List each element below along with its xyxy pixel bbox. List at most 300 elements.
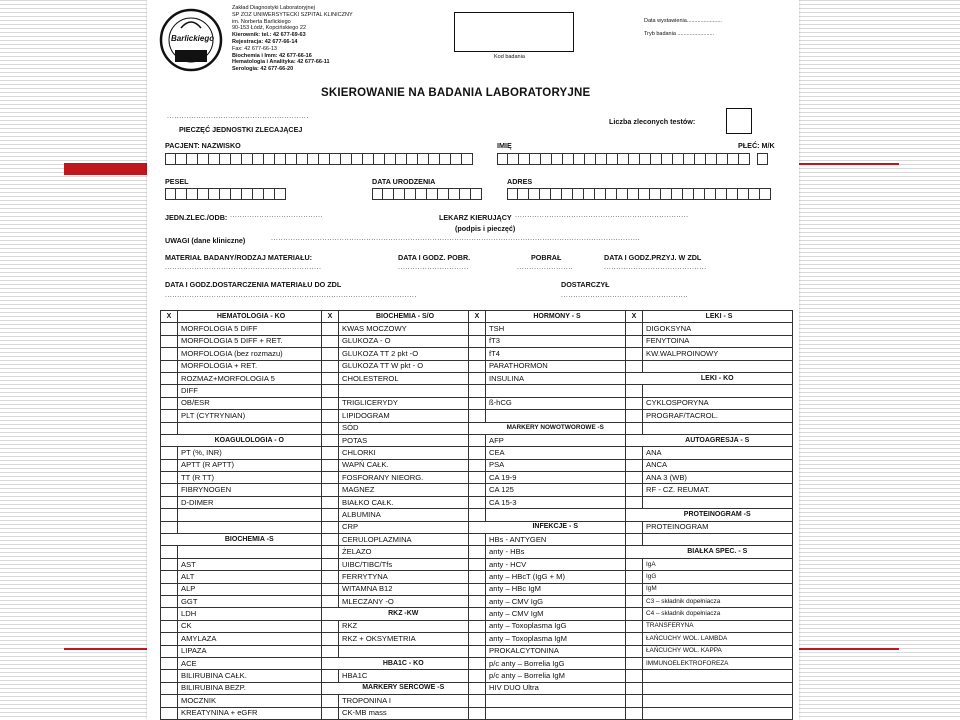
delivered-by-label: DOSTARCZYŁ	[561, 280, 610, 289]
order-checkbox[interactable]	[161, 397, 178, 409]
test-name: PROKALCYTONINA	[486, 645, 626, 657]
section-title: MARKERY NOWOTWOROWE -S	[486, 422, 626, 434]
order-checkbox[interactable]	[161, 348, 178, 360]
test-name: HIV DUO Ultra	[486, 682, 626, 694]
test-name: anty – HBcT (IgG + M)	[486, 571, 626, 583]
test-name	[643, 360, 793, 372]
test-name: anty – HBc IgM	[486, 583, 626, 595]
test-name: DIFF	[178, 385, 322, 397]
table-row	[161, 534, 793, 546]
order-checkbox[interactable]	[161, 447, 178, 459]
table-row	[161, 472, 793, 484]
table-row	[161, 620, 793, 632]
section-header-col2: BIOCHEMIA - S/O	[339, 311, 469, 323]
order-checkbox[interactable]	[469, 323, 486, 335]
test-count-label: Liczba zleconych testów:	[609, 117, 696, 126]
section-title: MARKERY SERCOWE -S	[339, 682, 469, 694]
order-checkbox[interactable]	[322, 571, 339, 583]
empty-cell	[322, 385, 339, 397]
test-name: GLUKOZA - O	[339, 335, 469, 347]
section-spacer	[161, 434, 178, 446]
test-name: CA 19-9	[486, 472, 626, 484]
test-name: ROZMAZ+MORFOLOGIA 5	[178, 372, 322, 384]
table-row	[161, 571, 793, 583]
test-name: ANA 3 (WB)	[643, 472, 793, 484]
order-checkbox[interactable]	[469, 397, 486, 409]
test-mode-label: Tryb badania ........................	[644, 31, 715, 37]
test-name: OB/ESR	[178, 397, 322, 409]
order-checkbox[interactable]	[322, 434, 339, 446]
test-name	[643, 707, 793, 719]
section-title: LEKI - KO	[643, 372, 793, 384]
table-row	[161, 360, 793, 372]
test-name: anty – CMV IgG	[486, 595, 626, 607]
section-spacer	[322, 657, 339, 669]
section-header-col3: HORMONY - S	[486, 311, 626, 323]
order-checkbox[interactable]	[322, 447, 339, 459]
receipt-date-dots[interactable]: ..........................................	[604, 264, 707, 271]
material-dots[interactable]: ................................................................	[165, 264, 322, 271]
order-checkbox[interactable]	[469, 608, 486, 620]
order-checkbox[interactable]	[626, 459, 643, 471]
order-checkbox[interactable]	[322, 546, 339, 558]
drew-dots[interactable]: .......................	[517, 264, 574, 271]
test-name: LIPAZA	[178, 645, 322, 657]
order-checkbox[interactable]	[469, 484, 486, 496]
test-name: KREATYNINA + eGFR	[178, 707, 322, 719]
test-name	[486, 509, 626, 521]
test-name: ALT	[178, 571, 322, 583]
section-title: PROTEINOGRAM -S	[643, 509, 793, 521]
table-row	[161, 496, 793, 508]
test-name: ß-hCG	[486, 397, 626, 409]
order-checkbox[interactable]	[161, 620, 178, 632]
delivery-date-label: DATA I GODZ.DOSTARCZENIA MATERIAŁU DO ZDL	[165, 280, 342, 289]
test-name: CHOLESTEROL	[339, 372, 469, 384]
order-checkbox[interactable]	[161, 335, 178, 347]
form-title: SKIEROWANIE NA BADANIA LABORATORYJNE	[321, 87, 591, 99]
order-checkbox[interactable]	[322, 484, 339, 496]
lab-line: 90-153 Łódź, Kopcińskiego 22	[232, 25, 306, 32]
empty-cell	[469, 509, 486, 521]
order-checkbox[interactable]	[322, 323, 339, 335]
order-checkbox[interactable]	[322, 633, 339, 645]
order-checkbox[interactable]	[161, 645, 178, 657]
section-spacer	[469, 521, 486, 533]
lab-line: Serologia: 42 677-66-20	[232, 66, 294, 73]
test-name: POTAS	[339, 434, 469, 446]
test-name: ŁAŃCUCHY WOL. LAMBDA	[643, 633, 793, 645]
order-checkbox[interactable]	[322, 558, 339, 570]
test-count-box[interactable]	[726, 108, 752, 134]
order-checkbox[interactable]	[322, 335, 339, 347]
delivered-by-dots[interactable]: ....................................................	[561, 292, 689, 299]
test-name	[643, 670, 793, 682]
table-row	[161, 670, 793, 682]
birth-date-label: DATA URODZENIA	[372, 177, 436, 186]
test-name	[178, 509, 322, 521]
order-checkbox[interactable]	[322, 410, 339, 422]
order-checkbox[interactable]	[626, 657, 643, 669]
order-checkbox[interactable]	[322, 534, 339, 546]
section-spacer	[626, 372, 643, 384]
order-checkbox[interactable]	[626, 410, 643, 422]
sex-label: PŁEĆ: M/K	[738, 141, 775, 150]
order-checkbox[interactable]	[626, 521, 643, 533]
test-name: C4 – składnik dopełniacza	[643, 608, 793, 620]
order-checkbox[interactable]	[469, 372, 486, 384]
barcode-box[interactable]	[454, 12, 574, 52]
order-checkbox[interactable]	[161, 608, 178, 620]
order-checkbox[interactable]	[626, 633, 643, 645]
empty-cell	[161, 521, 178, 533]
order-checkbox[interactable]	[161, 695, 178, 707]
empty-cell	[322, 645, 339, 657]
test-name: FOSFORANY NIEORG.	[339, 472, 469, 484]
test-name: p/c anty – Borrelia IgM	[486, 670, 626, 682]
order-checkbox[interactable]	[626, 571, 643, 583]
notes-dots[interactable]: .......................................................................................................................................................	[271, 235, 641, 242]
test-name: KWAS MOCZOWY	[339, 323, 469, 335]
lab-line: im. Norberta Barlickiego	[232, 18, 291, 25]
order-checkbox[interactable]	[626, 472, 643, 484]
table-row	[161, 682, 793, 694]
test-name: fT4	[486, 348, 626, 360]
x-column-header: X	[469, 311, 486, 323]
section-spacer	[626, 546, 643, 558]
test-name	[486, 707, 626, 719]
order-checkbox[interactable]	[626, 583, 643, 595]
order-checkbox[interactable]	[161, 583, 178, 595]
order-checkbox[interactable]	[161, 323, 178, 335]
lab-line: Kierownik: tel.: 42 677-69-63	[232, 32, 306, 39]
unit-dots[interactable]: ......................................	[230, 212, 323, 219]
table-row	[161, 422, 793, 434]
order-checkbox[interactable]	[469, 633, 486, 645]
order-checkbox[interactable]	[322, 422, 339, 434]
test-name: RF - CZ. REUMAT.	[643, 484, 793, 496]
test-name: ŻELAZO	[339, 546, 469, 558]
table-row	[161, 323, 793, 335]
test-name: ANCA	[643, 459, 793, 471]
order-checkbox[interactable]	[322, 583, 339, 595]
order-checkbox[interactable]	[469, 620, 486, 632]
table-row	[161, 348, 793, 360]
test-name: GGT	[178, 595, 322, 607]
sex-box[interactable]	[757, 153, 768, 165]
delivery-date-dots[interactable]: .......................................................................................................	[165, 292, 417, 299]
address-label: ADRES	[507, 177, 533, 186]
receipt-date-label: DATA I GODZ.PRZYJ. W ZDL	[604, 253, 702, 262]
section-spacer	[626, 509, 643, 521]
test-name: TROPONINA I	[339, 695, 469, 707]
barcode-label: Kod badania	[494, 54, 525, 60]
left-red-line-bottom	[64, 648, 148, 650]
order-checkbox[interactable]	[322, 360, 339, 372]
test-name: C3 – składnik dopełniacza	[643, 595, 793, 607]
order-checkbox[interactable]	[322, 620, 339, 632]
test-name: CRP	[339, 521, 469, 533]
order-checkbox[interactable]	[469, 496, 486, 508]
empty-cell	[626, 670, 643, 682]
drew-label: POBRAŁ	[531, 253, 562, 262]
test-name: UIBC/TIBC/Tfs	[339, 558, 469, 570]
order-checkbox[interactable]	[161, 496, 178, 508]
table-row	[161, 645, 793, 657]
doctor-dots[interactable]: .......................................................................	[515, 212, 689, 219]
order-checkbox[interactable]	[469, 459, 486, 471]
test-name: DIGOKSYNA	[643, 323, 793, 335]
test-name: anty - HCV	[486, 558, 626, 570]
test-name: CERULOPLAZMINA	[339, 534, 469, 546]
order-checkbox[interactable]	[322, 472, 339, 484]
order-checkbox[interactable]	[469, 434, 486, 446]
order-checkbox[interactable]	[161, 372, 178, 384]
test-name: CA 125	[486, 484, 626, 496]
empty-cell	[626, 385, 643, 397]
test-name: LDH	[178, 608, 322, 620]
test-name: MORFOLOGIA (bez rozmazu)	[178, 348, 322, 360]
test-name	[339, 385, 469, 397]
table-row	[161, 558, 793, 570]
test-name: BILIRUBINA BEZP.	[178, 682, 322, 694]
test-name: p/c anty – Borrelia IgG	[486, 657, 626, 669]
order-checkbox[interactable]	[469, 447, 486, 459]
empty-cell	[626, 534, 643, 546]
order-checkbox[interactable]	[626, 348, 643, 360]
x-column-header: X	[322, 311, 339, 323]
surname-boxes[interactable]	[165, 153, 473, 165]
section-title: HBA1C - KO	[339, 657, 469, 669]
order-checkbox[interactable]	[161, 571, 178, 583]
test-name: PROGRAF/TACROL.	[643, 410, 793, 422]
right-red-line-top	[799, 163, 899, 165]
test-name: fT3	[486, 335, 626, 347]
order-checkbox[interactable]	[626, 323, 643, 335]
test-name	[643, 422, 793, 434]
x-column-header: X	[161, 311, 178, 323]
test-name	[178, 521, 322, 533]
order-checkbox[interactable]	[469, 348, 486, 360]
lab-address-block	[232, 5, 432, 73]
test-name: CHLORKI	[339, 447, 469, 459]
order-checkbox[interactable]	[626, 608, 643, 620]
order-checkbox[interactable]	[469, 571, 486, 583]
order-checkbox[interactable]	[469, 360, 486, 372]
test-name: AST	[178, 558, 322, 570]
order-checkbox[interactable]	[626, 558, 643, 570]
order-checkbox[interactable]	[469, 558, 486, 570]
order-checkbox[interactable]	[322, 496, 339, 508]
doctor-sub-label: (podpis i pieczęć)	[455, 224, 516, 233]
section-title: BIAŁKA SPEC. - S	[643, 546, 793, 558]
order-checkbox[interactable]	[322, 707, 339, 719]
empty-cell	[469, 707, 486, 719]
test-name: HBs - ANTYGEN	[486, 534, 626, 546]
test-name: RKZ + OKSYMETRIA	[339, 633, 469, 645]
empty-cell	[469, 385, 486, 397]
empty-cell	[161, 509, 178, 521]
section-title: AUTOAGRESJA - S	[643, 434, 793, 446]
test-name: anty - HBs	[486, 546, 626, 558]
test-name: AMYLAZA	[178, 633, 322, 645]
table-row	[161, 459, 793, 471]
stamp-dots: ..........................................................	[167, 113, 309, 120]
order-checkbox[interactable]	[161, 459, 178, 471]
test-name: WITAMNA B12	[339, 583, 469, 595]
section-spacer	[322, 682, 339, 694]
test-name: anty – Toxoplasma IgG	[486, 620, 626, 632]
section-header-col1: HEMATOLOGIA - KO	[178, 311, 322, 323]
order-checkbox[interactable]	[626, 447, 643, 459]
order-checkbox[interactable]	[469, 657, 486, 669]
order-checkbox[interactable]	[469, 595, 486, 607]
test-name: ALP	[178, 583, 322, 595]
test-name: BILIRUBINA CAŁK.	[178, 670, 322, 682]
order-checkbox[interactable]	[626, 595, 643, 607]
logo-text: Barlickiego	[171, 34, 215, 43]
table-row	[161, 546, 793, 558]
order-checkbox[interactable]	[322, 397, 339, 409]
test-name: MORFOLOGIA 5 DIFF	[178, 323, 322, 335]
empty-cell	[626, 707, 643, 719]
table-row	[161, 385, 793, 397]
section-header-col4: LEKI - S	[643, 311, 793, 323]
test-name: TRIGLICERYDY	[339, 397, 469, 409]
order-checkbox[interactable]	[322, 695, 339, 707]
order-checkbox[interactable]	[322, 521, 339, 533]
hospital-logo	[159, 8, 223, 72]
empty-cell	[626, 422, 643, 434]
section-title: KOAGULOLOGIA - O	[178, 434, 322, 446]
test-name	[486, 695, 626, 707]
table-row	[161, 608, 793, 620]
test-name: WAPŃ CAŁK.	[339, 459, 469, 471]
table-row	[161, 397, 793, 409]
section-title: BIOCHEMIA -S	[178, 534, 322, 546]
order-checkbox[interactable]	[161, 558, 178, 570]
test-name: ALBUMINA	[339, 509, 469, 521]
order-checkbox[interactable]	[322, 372, 339, 384]
order-checkbox[interactable]	[626, 620, 643, 632]
order-checkbox[interactable]	[469, 534, 486, 546]
draw-date-dots[interactable]: .............................	[398, 264, 469, 271]
empty-cell	[626, 496, 643, 508]
empty-cell	[626, 360, 643, 372]
test-name: CYKLOSPORYNA	[643, 397, 793, 409]
order-checkbox[interactable]	[161, 410, 178, 422]
table-row	[161, 509, 793, 521]
test-name: LIPIDOGRAM	[339, 410, 469, 422]
test-name	[643, 682, 793, 694]
order-checkbox[interactable]	[322, 509, 339, 521]
order-checkbox[interactable]	[161, 385, 178, 397]
order-checkbox[interactable]	[469, 670, 486, 682]
birth-date-boxes[interactable]	[372, 188, 482, 200]
table-row	[161, 484, 793, 496]
order-checkbox[interactable]	[626, 335, 643, 347]
patient-name-label: IMIĘ	[497, 141, 512, 150]
order-checkbox[interactable]	[161, 472, 178, 484]
order-checkbox[interactable]	[469, 682, 486, 694]
order-checkbox[interactable]	[161, 657, 178, 669]
test-name	[643, 534, 793, 546]
order-checkbox[interactable]	[322, 459, 339, 471]
order-checkbox[interactable]	[161, 484, 178, 496]
table-row	[161, 633, 793, 645]
test-name: ACE	[178, 657, 322, 669]
test-name: MORFOLOGIA 5 DIFF + RET.	[178, 335, 322, 347]
order-checkbox[interactable]	[626, 484, 643, 496]
order-checkbox[interactable]	[322, 670, 339, 682]
test-name: FENYTOINA	[643, 335, 793, 347]
test-name	[339, 645, 469, 657]
test-name	[178, 546, 322, 558]
test-name	[643, 385, 793, 397]
test-name: PSA	[486, 459, 626, 471]
order-checkbox[interactable]	[161, 633, 178, 645]
order-checkbox[interactable]	[469, 546, 486, 558]
test-name: FIBRYNOGEN	[178, 484, 322, 496]
material-label: MATERIAŁ BADANY/RODZAJ MATERIAŁU:	[165, 253, 313, 262]
test-name: anty – CMV IgM	[486, 608, 626, 620]
order-checkbox[interactable]	[469, 645, 486, 657]
table-row	[161, 372, 793, 384]
order-checkbox[interactable]	[469, 583, 486, 595]
issue-date-label: Data wystawienia.......................	[644, 18, 722, 24]
order-checkbox[interactable]	[161, 360, 178, 372]
test-name: MAGNEZ	[339, 484, 469, 496]
unit-label: JEDN.ZLEC./ODB:	[165, 213, 228, 222]
order-checkbox[interactable]	[469, 472, 486, 484]
lab-line: Zakład Diagnostyki Laboratoryjnej	[232, 5, 315, 11]
order-checkbox[interactable]	[469, 335, 486, 347]
stamp-label: PIECZĘĆ JEDNOSTKI ZLECAJĄCEJ	[179, 125, 303, 134]
order-checkbox[interactable]	[626, 645, 643, 657]
test-name: PLT (CYTRYNIAN)	[178, 410, 322, 422]
empty-cell	[626, 682, 643, 694]
test-name: MOCZNIK	[178, 695, 322, 707]
test-name: IgG	[643, 571, 793, 583]
name-boxes[interactable]	[497, 153, 750, 165]
order-checkbox[interactable]	[161, 670, 178, 682]
test-name: IgA	[643, 558, 793, 570]
test-name: MLECZANY -O	[339, 595, 469, 607]
order-checkbox[interactable]	[161, 707, 178, 719]
order-checkbox[interactable]	[161, 595, 178, 607]
order-checkbox[interactable]	[322, 348, 339, 360]
order-checkbox[interactable]	[626, 397, 643, 409]
test-name: SÓD	[339, 422, 469, 434]
test-name	[643, 496, 793, 508]
test-name: CK	[178, 620, 322, 632]
address-boxes[interactable]	[507, 188, 771, 200]
pesel-boxes[interactable]	[165, 188, 286, 200]
x-column-header: X	[626, 311, 643, 323]
order-checkbox[interactable]	[161, 682, 178, 694]
empty-cell	[469, 410, 486, 422]
order-checkbox[interactable]	[322, 595, 339, 607]
test-name	[486, 385, 626, 397]
lab-line: SP ZOZ UNIWERSYTECKI SZPITAL KLINICZNY	[232, 11, 353, 18]
test-name: IMMUNOELEKTROFOREZA	[643, 657, 793, 669]
section-spacer	[469, 422, 486, 434]
test-name: IgM	[643, 583, 793, 595]
section-title: INFEKCJE - S	[486, 521, 626, 533]
test-name	[643, 695, 793, 707]
test-name: RKZ	[339, 620, 469, 632]
test-order-grid	[160, 310, 793, 720]
